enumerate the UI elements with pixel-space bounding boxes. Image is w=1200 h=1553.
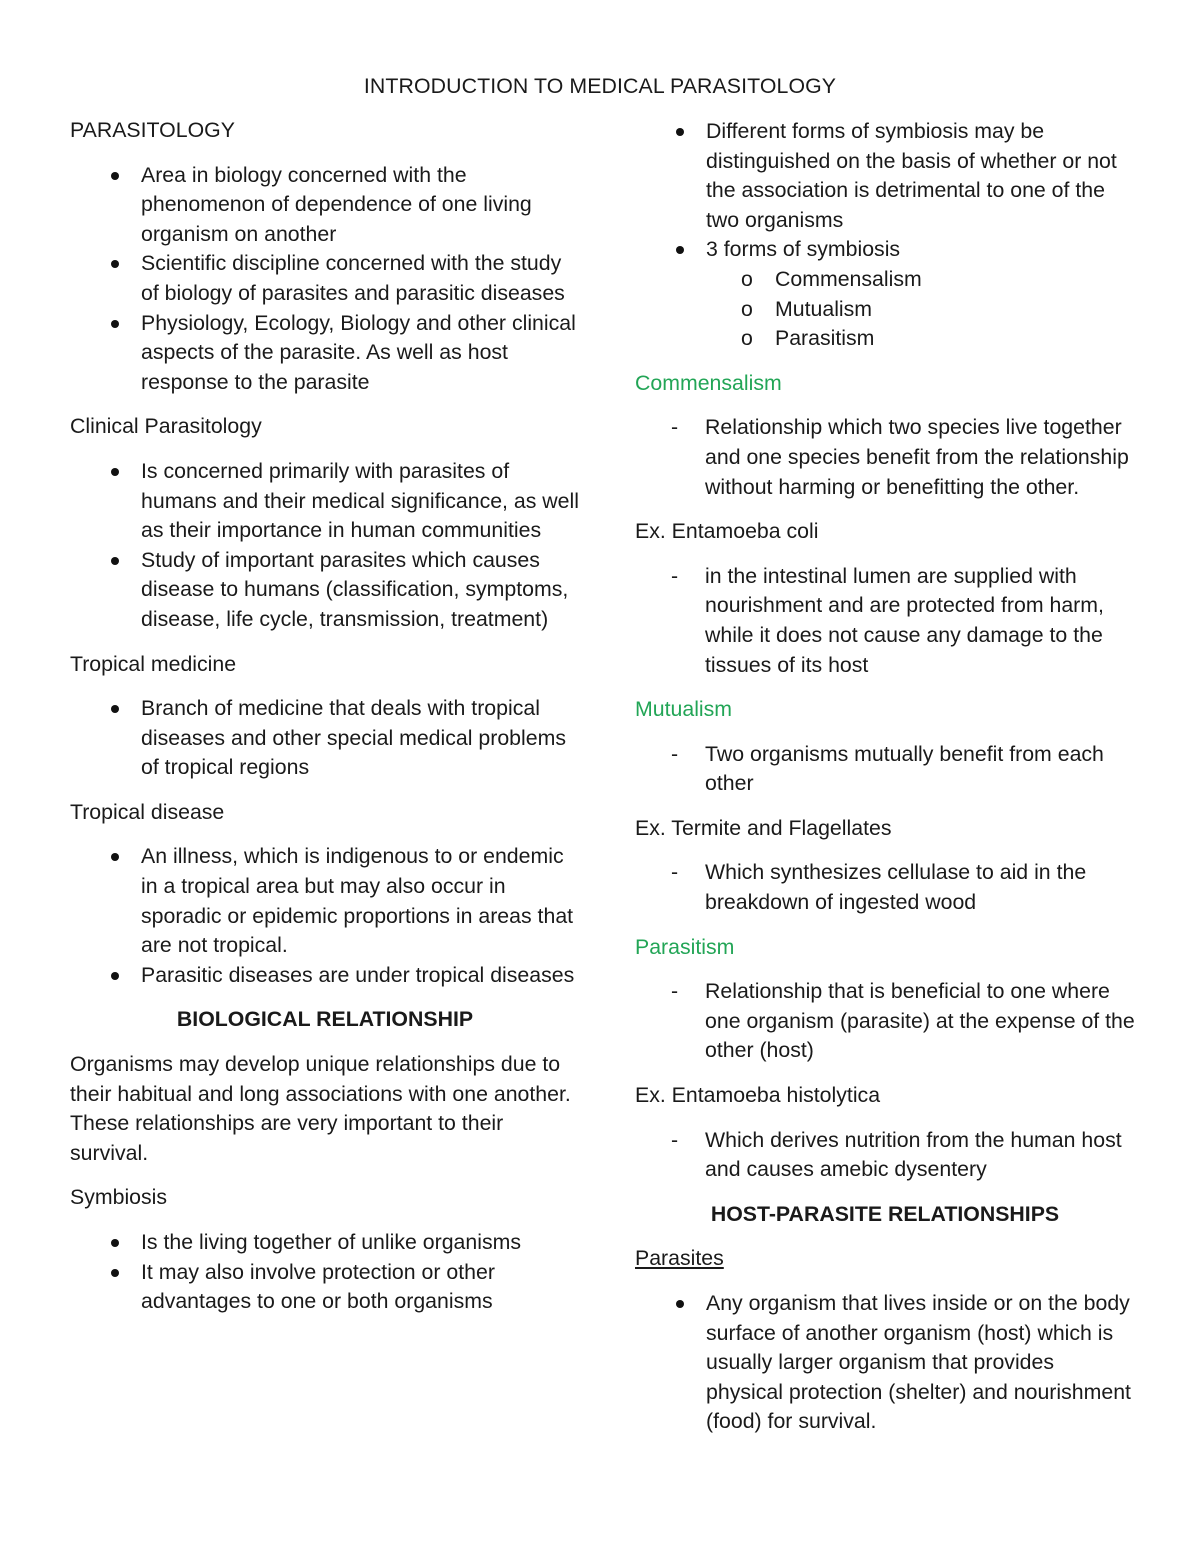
document-title: INTRODUCTION TO MEDICAL PARASITOLOGY — [363, 74, 837, 98]
parasitism-example: Ex. Entamoeba histolytica — [635, 1083, 881, 1108]
section-heading-tropical-disease: Tropical disease — [70, 799, 225, 824]
mutualism-definition — [635, 740, 1135, 799]
parasitism-definition — [635, 977, 1135, 1066]
section-heading-mutualism: Mutualism — [635, 697, 733, 722]
commensalism-example: Ex. Entamoeba coli — [635, 519, 819, 544]
list-item: o Mutualism — [635, 295, 1135, 325]
mutualism-example: Ex. Termite and Flagellates — [635, 815, 892, 840]
list-item: Different forms of symbiosis may be distinguished on the basis of whether or not the association is detrimental to one of the two organisms — [635, 117, 1135, 235]
section-heading-parasitism: Parasitism — [635, 934, 735, 959]
list-item: 3 forms of symbiosis — [635, 235, 1135, 265]
section-heading-commensalism: Commensalism — [635, 370, 782, 395]
section-heading-tropical-medicine: Tropical medicine — [70, 651, 237, 676]
mutualism-example-note — [635, 858, 1135, 917]
parasitism-example-note — [635, 1126, 1135, 1185]
list-item: - Two organisms mutually benefit from each other — [635, 740, 1135, 799]
commensalism-definition — [635, 413, 1135, 502]
list-item: An illness, which is indigenous to or endemic in a tropical area but may also occur in sporadic or epidemic proportions in areas that are not tropical. — [70, 842, 580, 960]
list-item: - Relationship which two species live together and one species benefit from the relationship without harming or benefitting the other. — [635, 413, 1135, 502]
list-item: - Which synthesizes cellulase to aid in the breakdown of ingested wood — [635, 858, 1135, 917]
section-heading-host-parasite-relationships: HOST-PARASITE RELATIONSHIPS — [710, 1201, 1060, 1226]
list-item: Scientific discipline concerned with the study of biology of parasites and parasitic diseases — [70, 249, 580, 308]
tropical-disease-list — [70, 842, 580, 990]
section-heading-biological-relationship: BIOLOGICAL RELATIONSHIP — [176, 1007, 474, 1032]
section-heading-clinical-parasitology: Clinical Parasitology — [70, 414, 262, 439]
subheading-parasites: Parasites — [635, 1246, 724, 1271]
left-column — [70, 116, 580, 1317]
biological-relationship-paragraph: Organisms may develop unique relationships due to their habitual and long associations with one another. These relationships are very important to their survival. — [70, 1052, 571, 1165]
list-item: o Commensalism — [635, 265, 1135, 295]
section-heading-parasitology: PARASITOLOGY — [70, 118, 235, 142]
clinical-parasitology-list — [70, 457, 580, 635]
symbiosis-list — [70, 1228, 580, 1317]
list-item: o Parasitism — [635, 324, 1135, 354]
list-item: Area in biology concerned with the phenomenon of dependence of one living organism on another — [70, 161, 580, 250]
list-item: - in the intestinal lumen are supplied with nourishment and are protected from harm, while it does not cause any damage to the tissues of its host — [635, 562, 1135, 680]
commensalism-example-note — [635, 562, 1135, 680]
list-item: Branch of medicine that deals with tropical diseases and other special medical problems of tropical regions — [70, 694, 580, 783]
parasites-list — [635, 1289, 1135, 1437]
section-heading-symbiosis: Symbiosis — [70, 1185, 168, 1210]
list-item: Parasitic diseases are under tropical diseases — [70, 961, 580, 991]
list-item: Is the living together of unlike organisms — [70, 1228, 580, 1258]
list-item: - Which derives nutrition from the human host and causes amebic dysentery — [635, 1126, 1135, 1185]
tropical-medicine-list — [70, 694, 580, 783]
list-item: Study of important parasites which causes disease to humans (classification, symptoms, disease, life cycle, transmission, treatment) — [70, 546, 580, 635]
right-column — [635, 117, 1135, 1437]
symbiosis-continued-list — [635, 117, 1135, 265]
symbiosis-forms-list — [635, 265, 1135, 354]
list-item: Physiology, Ecology, Biology and other clinical aspects of the parasite. As well as host response to the parasite — [70, 309, 580, 398]
list-item: Is concerned primarily with parasites of humans and their medical significance, as well as their importance in human communities — [70, 457, 580, 546]
list-item: It may also involve protection or other advantages to one or both organisms — [70, 1258, 580, 1317]
parasitology-list — [70, 161, 580, 398]
list-item: - Relationship that is beneficial to one where one organism (parasite) at the expense of the other (host) — [635, 977, 1135, 1066]
list-item: Any organism that lives inside or on the body surface of another organism (host) which is usually larger organism that provides physical protection (shelter) and nourishment (food) for survival. — [635, 1289, 1135, 1437]
